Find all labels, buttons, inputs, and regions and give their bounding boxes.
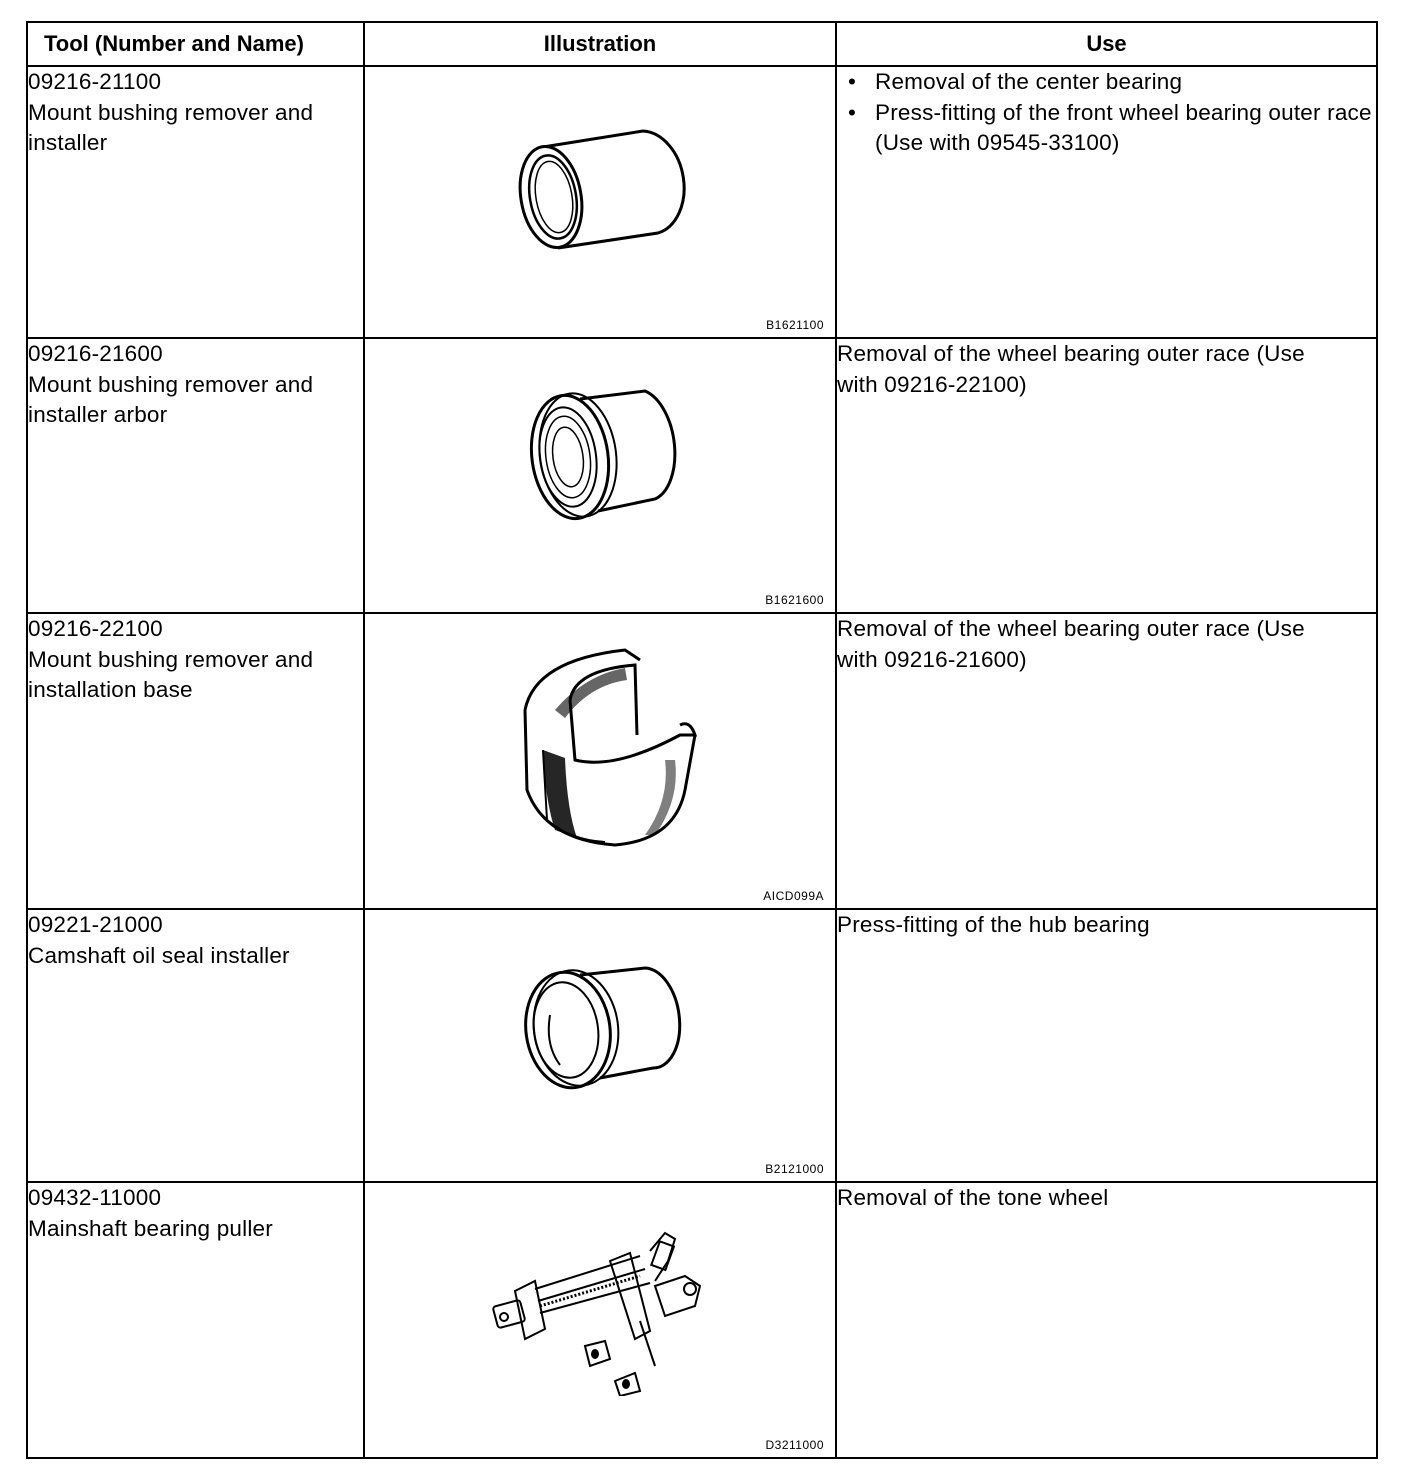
illustration-cell	[364, 909, 836, 1182]
tool-cell	[27, 1182, 364, 1458]
column-header-illustration: Illustration	[364, 22, 836, 66]
column-header-tool: Tool (Number and Name)	[27, 22, 364, 66]
use-cell	[836, 613, 1377, 909]
use-cell	[836, 909, 1377, 1182]
use-list	[837, 67, 1376, 159]
illustration-code: B2121000	[765, 1162, 824, 1176]
use-cell	[836, 66, 1377, 338]
illustration-cell	[364, 338, 836, 613]
tool-number: 09221-21000	[28, 912, 163, 937]
tool-number: 09432-11000	[28, 1185, 162, 1210]
tool-name: Mount bushing remover and installation base	[28, 646, 314, 702]
table-row	[27, 909, 1377, 1182]
use-text: Removal of the wheel bearing outer race (Use with 09216-21600)	[837, 616, 1305, 672]
use-text: Press-fitting of the hub bearing	[837, 912, 1150, 937]
tool-number: 09216-22100	[28, 616, 163, 641]
tool-name: Camshaft oil seal installer	[28, 942, 290, 968]
table-row	[27, 1182, 1377, 1458]
cylinder-sleeve-icon	[513, 127, 693, 252]
flanged-arbor-icon	[520, 379, 700, 539]
tool-name: Mainshaft bearing puller	[28, 1215, 273, 1241]
use-cell	[836, 338, 1377, 613]
tool-cell	[27, 338, 364, 613]
split-cup-base-icon	[515, 640, 715, 850]
illustration-code: B1621100	[766, 318, 824, 332]
tool-number: 09216-21100	[28, 69, 162, 94]
tool-name: Mount bushing remover and installer arbor	[28, 371, 314, 427]
tool-cell	[27, 66, 364, 338]
bearing-puller-icon	[490, 1221, 720, 1396]
tool-cell	[27, 613, 364, 909]
illustration-cell	[364, 1182, 836, 1458]
illustration-code: D3211000	[765, 1438, 824, 1452]
illustration-cell	[364, 66, 836, 338]
use-cell	[836, 1182, 1377, 1458]
tool-cell	[27, 909, 364, 1182]
tool-number: 09216-21600	[28, 341, 163, 366]
illustration-cell	[364, 613, 836, 909]
use-text: Removal of the wheel bearing outer race (Use with 09216-22100)	[837, 341, 1305, 397]
special-tools-table	[26, 21, 1378, 1459]
column-header-use: Use	[836, 22, 1377, 66]
use-item: • Removal of the center bearing	[875, 67, 1376, 98]
seal-installer-icon	[520, 960, 700, 1100]
illustration-code: AICD099A	[763, 889, 824, 903]
use-item: • Press-fitting of the front wheel bearing outer race (Use with 09545-33100)	[875, 98, 1376, 159]
table-header-row	[27, 22, 1377, 66]
illustration-code: B1621600	[765, 593, 824, 607]
table-row	[27, 66, 1377, 338]
table-row	[27, 613, 1377, 909]
table-row	[27, 338, 1377, 613]
use-text: Removal of the tone wheel	[837, 1185, 1109, 1210]
tool-name: Mount bushing remover and installer	[28, 99, 314, 155]
